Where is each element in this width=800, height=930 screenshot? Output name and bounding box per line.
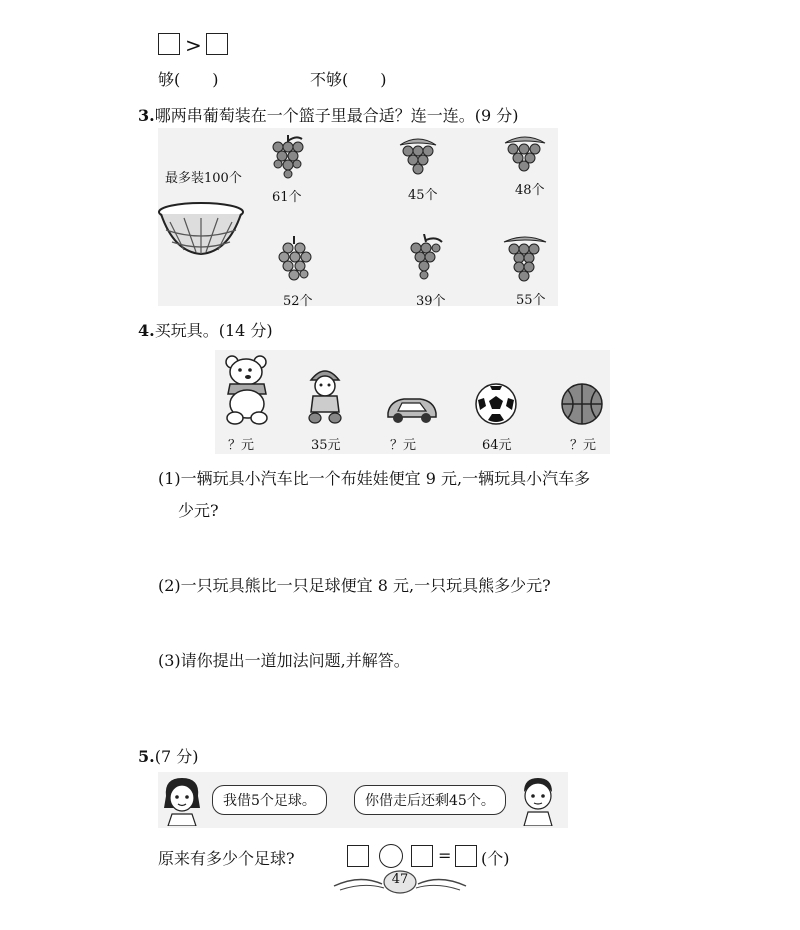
- answer-box-left[interactable]: [158, 33, 180, 55]
- q5-question: 原来有多少个足球?: [158, 849, 295, 868]
- teddy-bear-icon: [220, 352, 278, 426]
- boy-avatar: [516, 774, 560, 826]
- grape-count-label: 61个: [272, 190, 302, 205]
- q4-sub3: (3)请你提出一道加法问题,并解答。: [158, 651, 410, 670]
- grape-count-label: 55个: [516, 293, 546, 308]
- grape-count-label: 39个: [416, 294, 446, 309]
- toy-price-label: ？元: [228, 438, 255, 453]
- unit-label: (个): [481, 849, 510, 868]
- q5-number: 5.: [138, 747, 155, 766]
- grape-bunch-icon: [398, 133, 438, 181]
- grape-count-label: 52个: [283, 294, 313, 309]
- toy-price-label: ？元: [390, 438, 417, 453]
- basketball-icon: [560, 382, 604, 426]
- grape-bunch-icon: [502, 234, 548, 286]
- grape-bunch-icon: [503, 133, 547, 175]
- q4-sub2: (2)一只玩具熊比一只足球便宜 8 元,一只玩具熊多少元?: [158, 576, 551, 595]
- grape-count-label: 48个: [515, 183, 545, 198]
- toy-price-label: 64元: [482, 438, 512, 453]
- q3-number: 3.: [138, 106, 155, 125]
- q5-points: (7 分): [154, 747, 199, 766]
- toy-price-label: 35元: [311, 438, 341, 453]
- girl-avatar: [160, 774, 204, 826]
- soccer-ball-icon: [474, 382, 518, 426]
- q3-title: 哪两串葡萄装在一个篮子里最合适？连一连。(9 分): [154, 106, 519, 125]
- enough-label: 够( ): [158, 70, 219, 89]
- q4-number: 4.: [138, 321, 155, 340]
- equation-box-2[interactable]: [411, 845, 433, 867]
- grape-bunch-icon: [404, 234, 446, 286]
- basket-icon: [156, 200, 246, 260]
- greater-than-symbol: >: [185, 33, 202, 57]
- q4-sub1-line2: 少元?: [178, 501, 219, 520]
- q4-title: 买玩具。(14 分): [154, 321, 273, 340]
- q5-heading: [138, 744, 198, 767]
- equals-sign: =: [438, 846, 452, 865]
- q4-heading: [138, 318, 273, 341]
- grape-bunch-icon: [276, 236, 314, 288]
- toy-price-label: ？元: [570, 438, 597, 453]
- equation-box-3[interactable]: [455, 845, 477, 867]
- equation-box-1[interactable]: [347, 845, 369, 867]
- answer-box-right[interactable]: [206, 33, 228, 55]
- doll-icon: [303, 366, 347, 426]
- operator-circle[interactable]: [379, 844, 403, 868]
- grape-count-label: 45个: [408, 188, 438, 203]
- girl-speech-bubble: 我借5个足球。: [212, 785, 327, 815]
- not-enough-label: 不够( ): [310, 70, 387, 89]
- page-number: 47: [391, 872, 409, 887]
- boy-speech-bubble: 你借走后还剩45个。: [354, 785, 506, 815]
- toy-car-icon: [384, 393, 440, 425]
- q4-sub1-line1: (1)一辆玩具小汽车比一个布娃娃便宜 9 元,一辆玩具小汽车多: [158, 469, 591, 488]
- q3-heading: [138, 103, 518, 126]
- grape-bunch-icon: [270, 133, 306, 183]
- basket-capacity-label: 最多装100个: [165, 171, 242, 186]
